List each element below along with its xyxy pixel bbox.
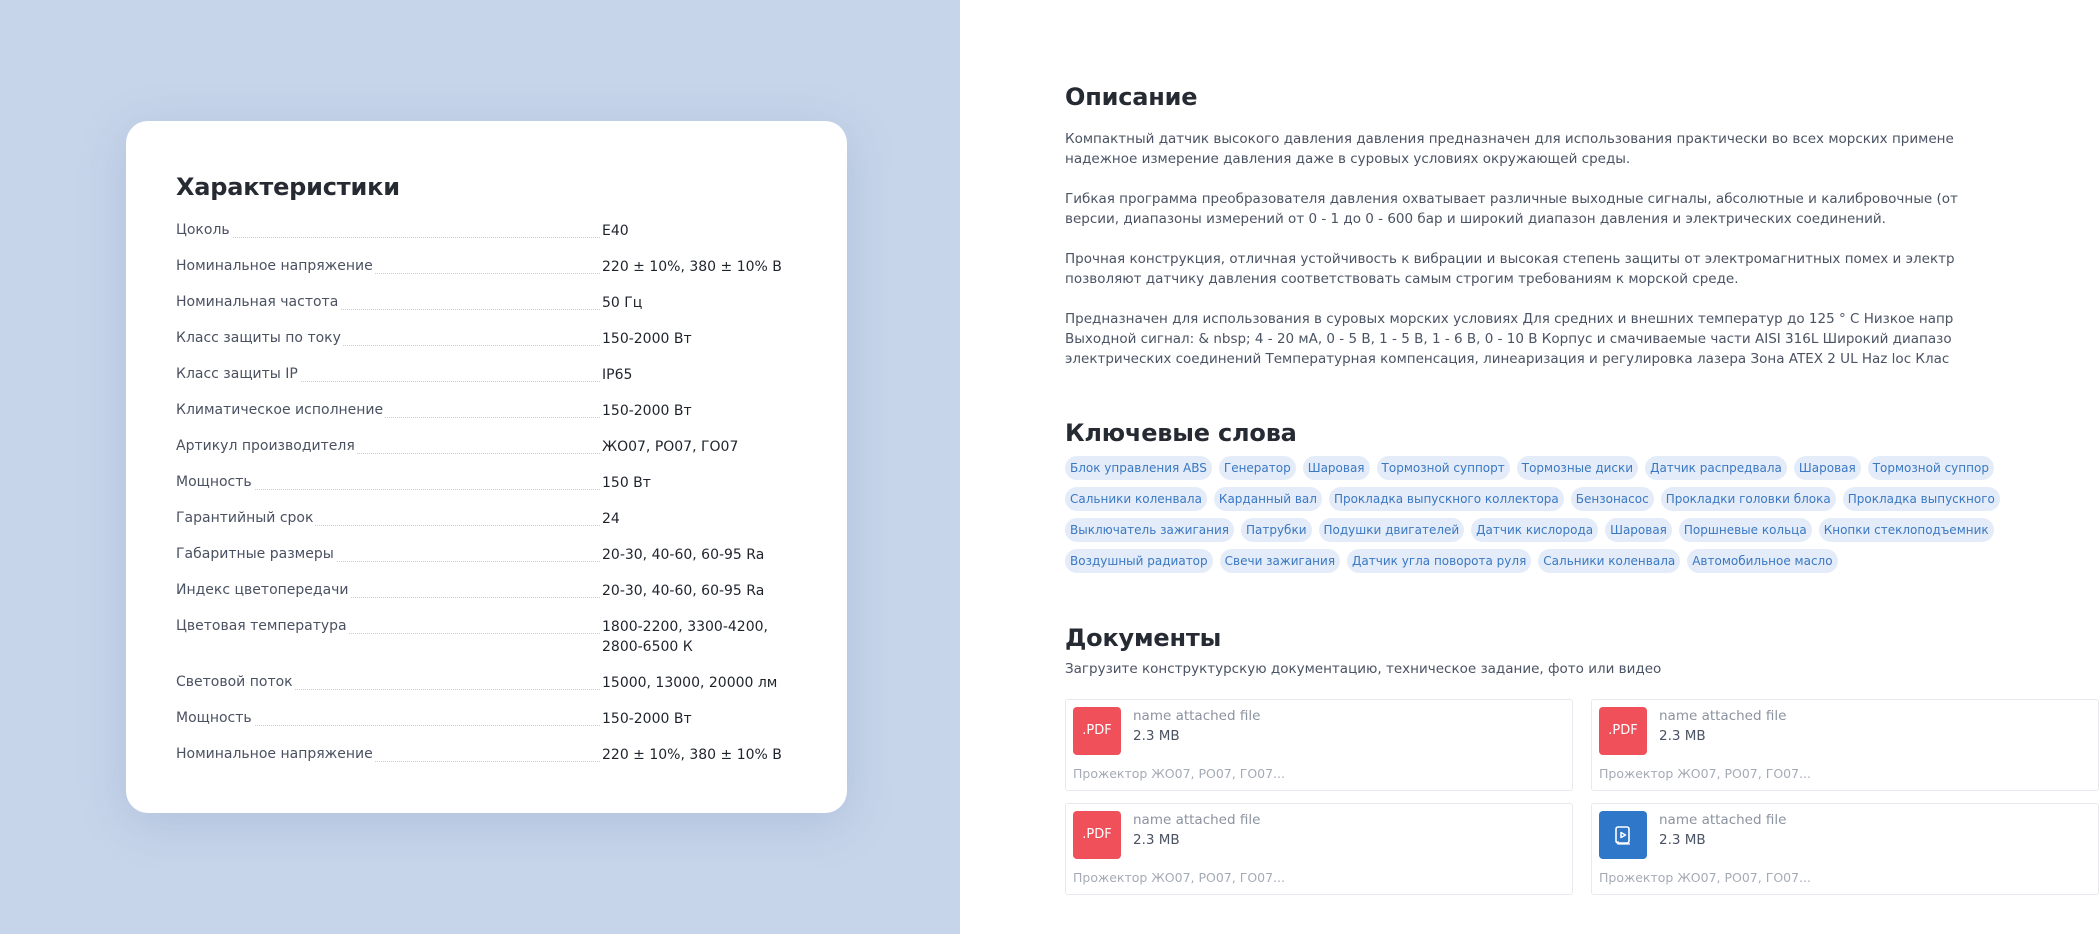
spec-label: Климатическое исполнение [176,402,384,418]
file-description: Прожектор ЖО07, РО07, ГО07... [1599,766,1811,781]
keyword-tag[interactable]: Шаровая [1303,456,1370,480]
spec-value: 50 Гц [602,295,643,311]
spec-value: 150-2000 Вт [602,711,692,727]
spec-value: 220 ± 10%, 380 ± 10% В [602,259,782,275]
spec-row [176,704,786,740]
spec-row [176,504,786,540]
pdf-file-icon: .PDF [1073,707,1121,755]
spec-label: Номинальное напряжение [176,746,373,762]
keyword-tag[interactable]: Прокладка выпускного [1843,487,2000,511]
spec-row [176,612,786,668]
file-size: 2.3 MB [1133,832,1180,848]
paragraph-line: Прочная конструкция, отличная устойчивость к вибрации и высокая степень защиты от электромагнитных помех и электр [1065,251,1955,267]
spec-label: Световой поток [176,674,293,690]
keyword-tag[interactable]: Воздушный радиатор [1065,549,1213,573]
file-name: name attached file [1133,812,1261,828]
spec-value: 24 [602,511,620,527]
keyword-tag[interactable]: Тормозные диски [1517,456,1638,480]
spec-value: 220 ± 10%, 380 ± 10% В [602,747,782,763]
keyword-tag[interactable]: Прокладка выпускного коллектора [1329,487,1564,511]
spec-row [176,468,786,504]
keyword-tag[interactable]: Тормозной суппорт [1377,456,1510,480]
keyword-tag[interactable]: Шаровая [1794,456,1861,480]
tag-row [1065,456,1989,487]
description-paragraph [1065,129,1965,169]
spec-value: 20-30, 40-60, 60-95 Ra [602,547,765,563]
spec-row [176,252,786,288]
video-file-icon [1613,825,1633,845]
spec-row [176,668,786,704]
keyword-tag[interactable]: Карданный вал [1214,487,1322,511]
keyword-tag[interactable]: Датчик распредвала [1645,456,1787,480]
spec-label: Класс защиты по току [176,330,341,346]
spec-value: 20-30, 40-60, 60-95 Ra [602,583,765,599]
pdf-file-icon: .PDF [1073,811,1121,859]
spec-label: Номинальное напряжение [176,258,373,274]
paragraph-line: Гибкая программа преобразователя давления охватывает различные выходные сигналы, абсолютные и калибровочные (от [1065,191,1958,207]
file-size: 2.3 MB [1659,832,1706,848]
paragraph-line: версии, диапазоны измерений от 0 - 1 до 0 - 600 бар и широкий диапазон давления и электрических соединений. [1065,211,1886,227]
keyword-tag[interactable]: Шаровая [1605,518,1672,542]
spec-value: IP65 [602,367,633,383]
file-name: name attached file [1133,708,1261,724]
file-description: Прожектор ЖО07, РО07, ГО07... [1599,870,1811,885]
characteristics-list [176,216,786,776]
spec-label: Цветовая температура [176,618,347,634]
file-size: 2.3 MB [1133,728,1180,744]
left-panel-background [0,0,960,934]
keyword-tag[interactable]: Генератор [1219,456,1296,480]
spec-row [176,576,786,612]
spec-row [176,216,786,252]
spec-label: Мощность [176,710,252,726]
attached-file[interactable] [1065,699,1573,791]
file-size: 2.3 MB [1659,728,1706,744]
right-panel [960,0,1995,934]
attached-file[interactable] [1591,803,2099,895]
paragraph-line: Предназначен для использования в суровых морских условиях Для средних и внешних температур до 125 ° C Низкое напр [1065,311,1954,327]
spec-label: Номинальная частота [176,294,339,310]
keyword-tag[interactable]: Подушки двигателей [1319,518,1465,542]
characteristics-card [126,121,847,813]
video-file-icon [1599,811,1647,859]
keyword-tag[interactable]: Сальники коленвала [1065,487,1207,511]
spec-label: Артикул производителя [176,438,355,454]
tag-row [1065,487,1995,518]
description-paragraph [1065,309,1965,369]
tag-row [1065,518,1989,549]
paragraph-line: надежное измерение давления даже в суровых условиях окружающей среды. [1065,151,1631,167]
file-description: Прожектор ЖО07, РО07, ГО07... [1073,870,1285,885]
keyword-tag[interactable]: Датчик кислорода [1471,518,1598,542]
attached-file[interactable] [1591,699,2099,791]
file-name: name attached file [1659,708,1787,724]
description-paragraph [1065,249,1965,289]
keywords-title: Ключевые слова [1065,419,1297,447]
pdf-file-icon: .PDF [1599,707,1647,755]
file-name: name attached file [1659,812,1787,828]
spec-label: Гарантийный срок [176,510,314,526]
keyword-tag[interactable]: Сальники коленвала [1538,549,1680,573]
keyword-tag[interactable]: Выключатель зажигания [1065,518,1234,542]
keyword-tag[interactable]: Прокладки головки блока [1661,487,1836,511]
documents-subtitle: Загрузите конструктурскую документацию, техническое задание, фото или видео [1065,661,1662,677]
tag-row [1065,549,1965,580]
keyword-tag[interactable]: Патрубки [1241,518,1312,542]
spec-value: 15000, 13000, 20000 лм [602,675,778,691]
keyword-tag[interactable]: Свечи зажигания [1220,549,1340,573]
attached-file[interactable] [1065,803,1573,895]
description-title: Описание [1065,83,1198,111]
spec-value: ЖО07, РО07, ГО07 [602,439,739,455]
characteristics-title: Характеристики [176,173,400,201]
spec-label: Мощность [176,474,252,490]
spec-row [176,360,786,396]
keyword-tag[interactable]: Кнопки стеклоподъемник [1819,518,1994,542]
keyword-tag[interactable]: Бензонасос [1571,487,1654,511]
paragraph-line: Выходной сигнал: & nbsp; 4 - 20 мА, 0 - 5 В, 1 - 5 В, 1 - 6 В, 0 - 10 В Корпус и смачиваемые части AISI 316L Широкий диапазо [1065,331,1952,347]
spec-label: Цоколь [176,222,230,238]
spec-row [176,432,786,468]
spec-row [176,324,786,360]
spec-value: 150 Вт [602,475,651,491]
paragraph-line: позволяют датчику давления соответствовать самым строгим требованиям к морской среде. [1065,271,1739,287]
spec-label: Индекс цветопередачи [176,582,349,598]
documents-title: Документы [1065,624,1222,652]
paragraph-line: электрических соединений Температурная компенсация, линеаризация и регулировка лазера Зона ATEX 2 UL Haz loc Клас [1065,351,1950,367]
spec-row [176,396,786,432]
keyword-tag[interactable]: Датчик угла поворота руля [1347,549,1531,573]
spec-row [176,540,786,576]
paragraph-line: Компактный датчик высокого давления давления предназначен для использования практически во всех морских примене [1065,131,1954,147]
description-paragraph [1065,189,1965,229]
keyword-tag[interactable]: Поршневые кольца [1679,518,1812,542]
spec-value: E40 [602,223,629,239]
keyword-tags [1065,456,1995,580]
spec-row [176,740,786,776]
spec-value: 150-2000 Вт [602,331,692,347]
spec-value: 1800-2200, 3300-4200, 2800-6500 К [602,619,768,655]
spec-label: Габаритные размеры [176,546,334,562]
file-description: Прожектор ЖО07, РО07, ГО07... [1073,766,1285,781]
keyword-tag[interactable]: Тормозной суппор [1868,456,1994,480]
spec-label: Класс защиты IP [176,366,298,382]
spec-value: 150-2000 Вт [602,403,692,419]
keyword-tag[interactable]: Блок управления ABS [1065,456,1212,480]
keyword-tag[interactable]: Автомобильное масло [1687,549,1837,573]
spec-row [176,288,786,324]
